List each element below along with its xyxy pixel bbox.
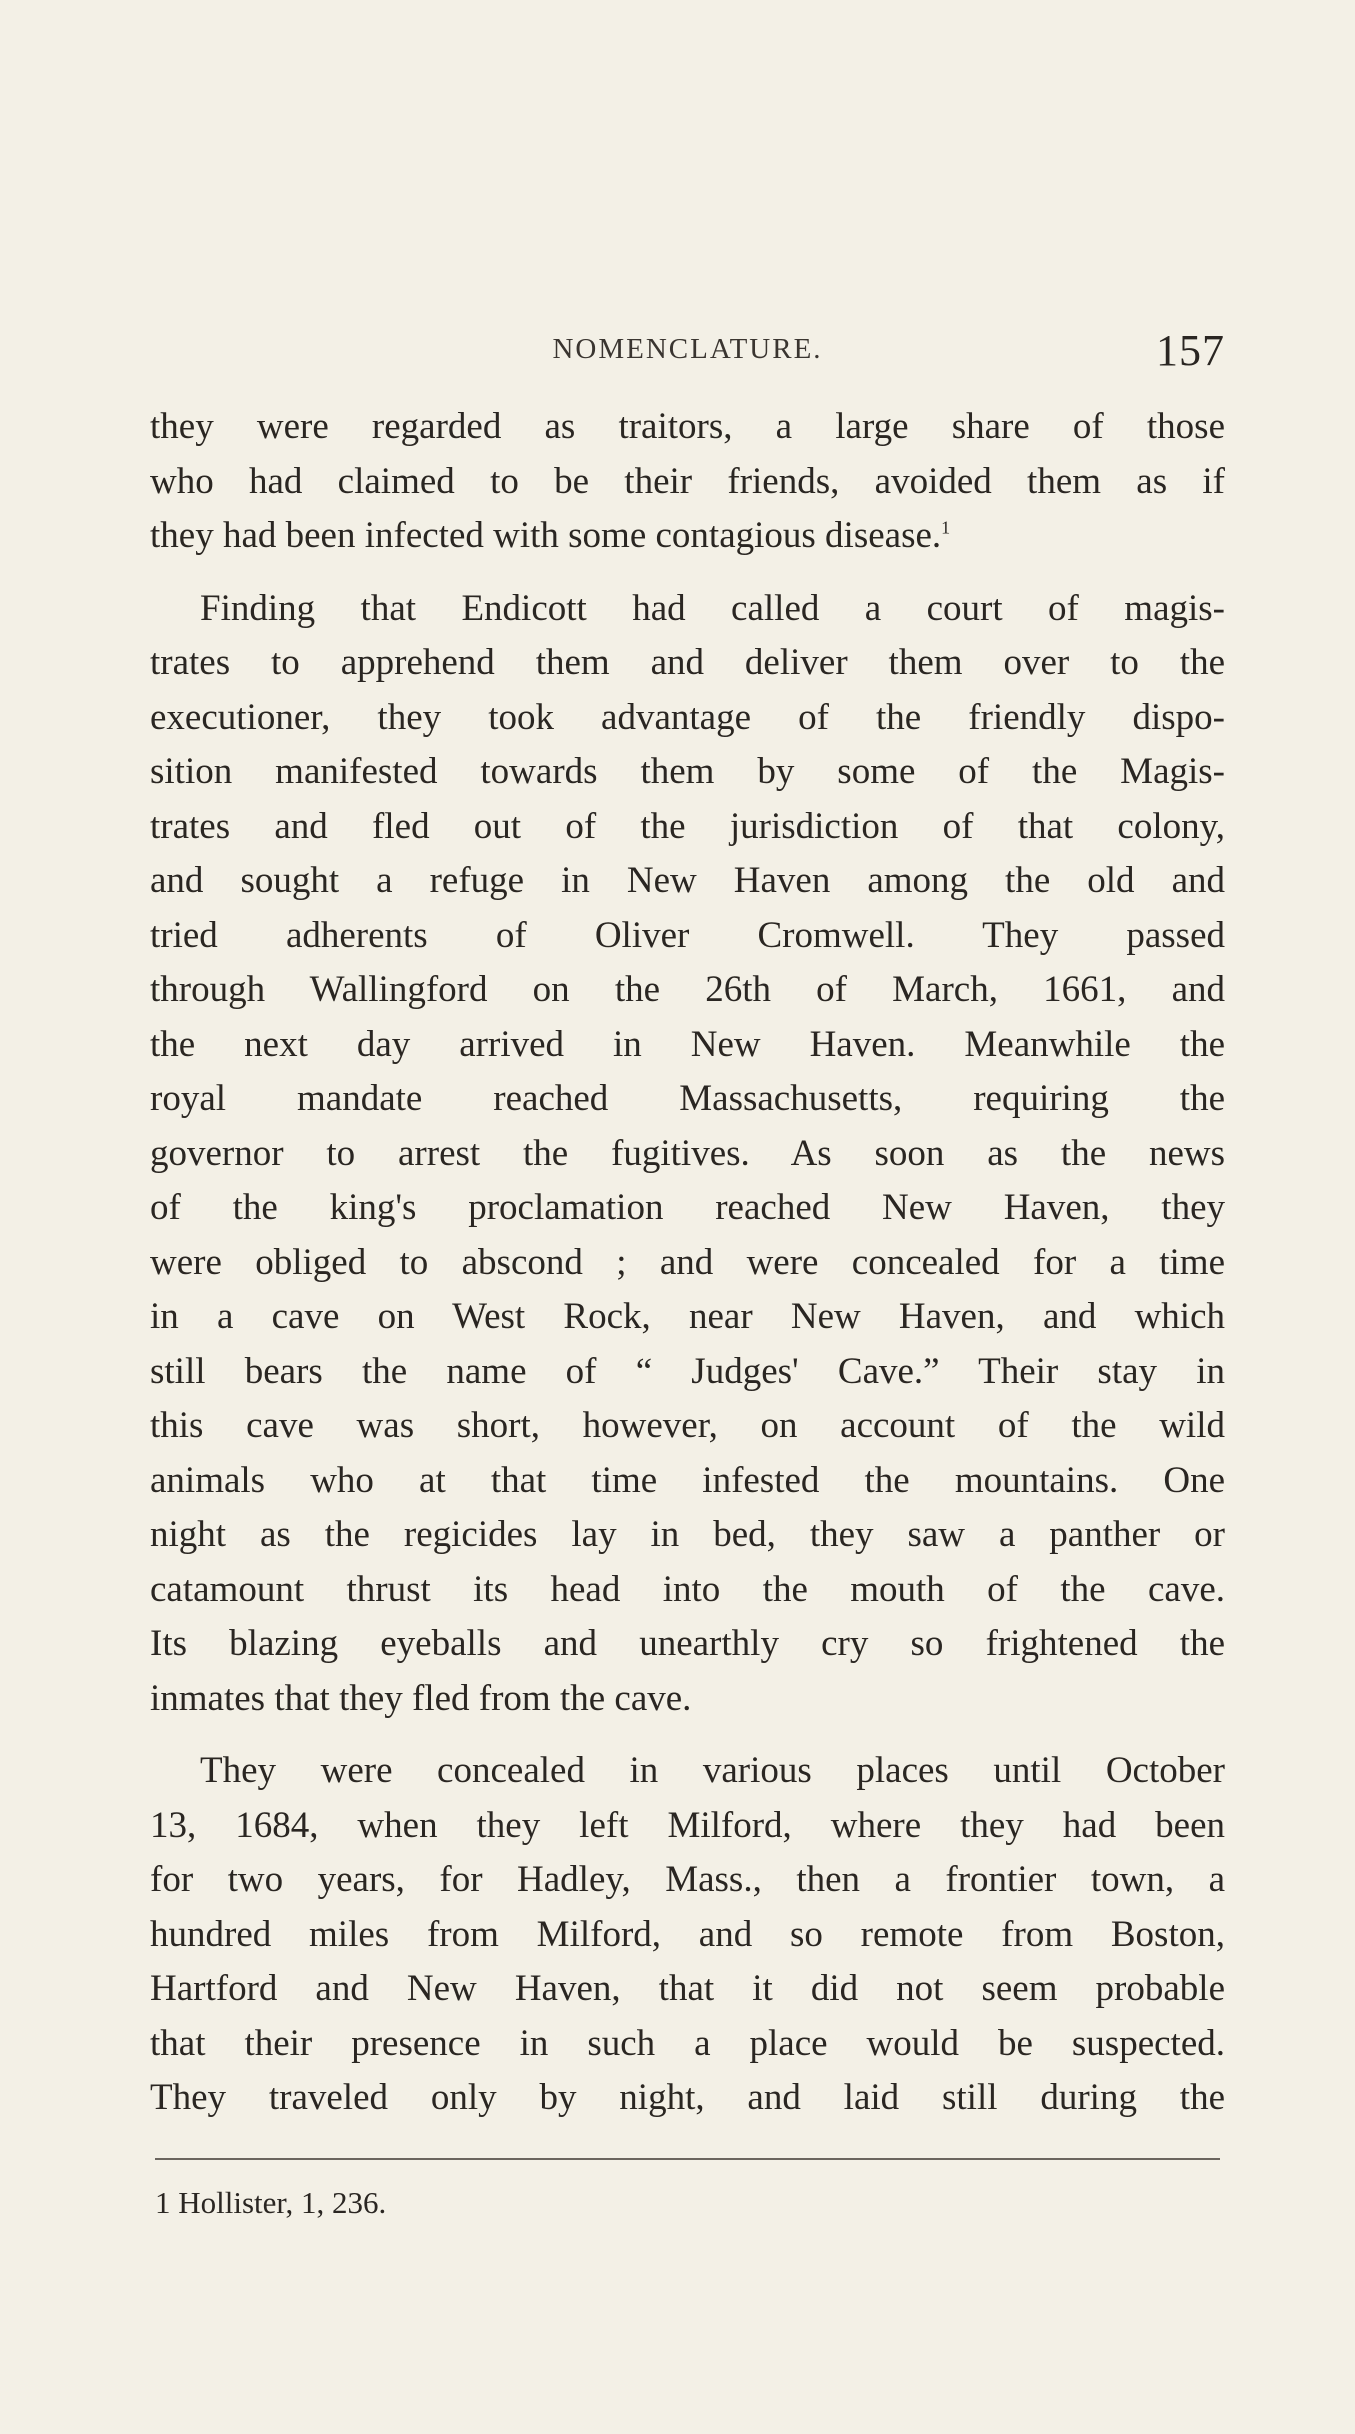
text-line — [150, 509, 1225, 564]
page-number: 157 — [1156, 326, 1225, 375]
text-line: who had claimed to be their friends, avoided them as if — [150, 460, 1225, 502]
text-line: they were regarded as traitors, a large share of those — [150, 406, 1225, 447]
paragraph-2 — [150, 582, 1225, 1727]
text-line: They were concealed in various places until October — [200, 1750, 1225, 1791]
text-line: of the king's proclamation reached New Haven, they — [150, 1187, 1225, 1228]
paragraph-1 — [150, 400, 1225, 564]
text-line: this cave was short, however, on account of the wild — [150, 1405, 1225, 1446]
text-line: animals who at that time infested the mountains. One — [150, 1459, 1225, 1501]
text-line: were obliged to abscond ; and were concealed for a time — [150, 1241, 1225, 1283]
text-line: that their presence in such a place would be suspected. — [150, 2022, 1225, 2064]
text-line: in a cave on West Rock, near New Haven, and which — [150, 1296, 1225, 1337]
text-line: trates to apprehend them and deliver them over to the — [150, 642, 1225, 683]
text-line: executioner, they took advantage of the friendly dispo- — [150, 696, 1225, 738]
body-text — [150, 400, 1225, 2144]
text-line: hundred miles from Milford, and so remote from Boston, — [150, 1913, 1225, 1955]
text-line: inmates that they fled from the cave. — [150, 1677, 692, 1719]
text-line: Its blazing eyeballs and unearthly cry so frightened the — [150, 1623, 1225, 1664]
footnote-divider — [155, 2158, 1220, 2160]
text-line: Hartford and New Haven, that it did not seem probable — [150, 1968, 1225, 2009]
text-line: 13, 1684, when they left Milford, where they had been — [150, 1804, 1225, 1846]
text-line: trates and fled out of the jurisdiction of that colony, — [150, 805, 1225, 847]
text-line: night as the regicides lay in bed, they saw a panther or — [150, 1514, 1225, 1555]
running-head — [150, 325, 1225, 385]
text-line: They traveled only by night, and laid still during the — [150, 2077, 1225, 2118]
paragraph-3 — [150, 1744, 1225, 2126]
text-line: and sought a refuge in New Haven among the old and — [150, 860, 1225, 901]
text-line: tried adherents of Oliver Cromwell. They passed — [150, 914, 1225, 956]
text-line: through Wallingford on the 26th of March, 1661, and — [150, 969, 1225, 1010]
text-line: catamount thrust its head into the mouth of the cave. — [150, 1568, 1225, 1610]
text-line: royal mandate reached Massachusetts, requiring the — [150, 1078, 1225, 1119]
text-line: sition manifested towards them by some of the Magis- — [150, 751, 1225, 792]
footnote-marker: 1 — [941, 517, 951, 538]
text-line: Finding that Endicott had called a court of magis- — [200, 587, 1225, 629]
text-line: for two years, for Hadley, Mass., then a frontier town, a — [150, 1859, 1225, 1900]
text-line-content: they had been infected with some contagious disease. — [150, 515, 942, 556]
footnote: 1 Hollister, 1, 236. — [155, 2185, 387, 2220]
running-title: NOMENCLATURE. — [552, 333, 823, 365]
text-line: the next day arrived in New Haven. Meanwhile the — [150, 1023, 1225, 1065]
text-line: still bears the name of “ Judges' Cave.” Their stay in — [150, 1350, 1225, 1392]
text-line: governor to arrest the fugitives. As soon as the news — [150, 1132, 1225, 1174]
